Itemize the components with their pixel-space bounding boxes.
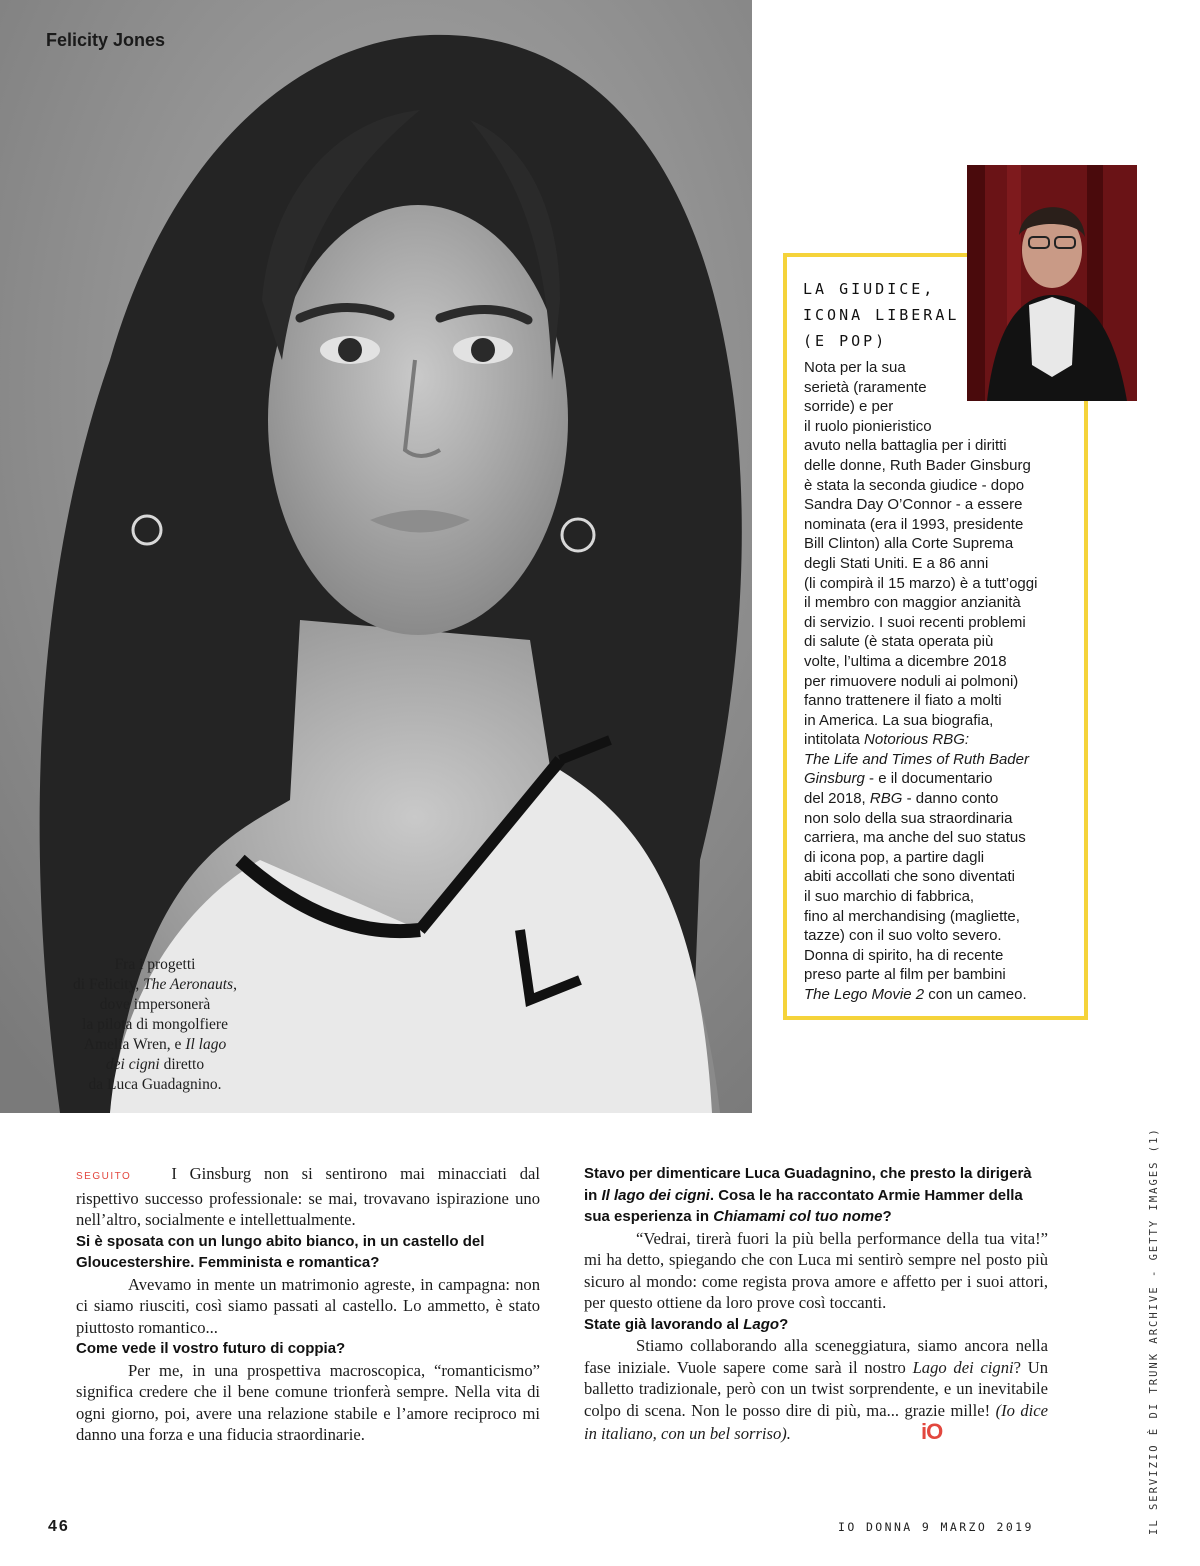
caption-line: Amelia Wren, e <box>83 1036 186 1053</box>
answer-text: ? Un balletto tradizionale, però con un twist sorprendente, e un inevitabile colpo di scena. Non le posso dire di più, ma... grazie mille! <box>584 1357 1048 1420</box>
sidebar-line: fanno trattenere il fiato a molti <box>804 692 1002 710</box>
page-number: 46 <box>48 1518 70 1535</box>
interview-question <box>584 1314 1048 1336</box>
magazine-footer: IO DONNA 9 MARZO 2019 <box>838 1520 1034 1534</box>
caption-film-title: dei cigni <box>105 1056 160 1073</box>
interview-answer <box>584 1335 1048 1445</box>
caption-line: diretto <box>159 1056 205 1073</box>
sidebar-line: Bill Clinton) alla Corte Suprema <box>804 535 1014 553</box>
interview-question <box>584 1163 1048 1228</box>
sidebar-line: sorride) e per <box>804 398 894 416</box>
continued-label: SEGUITO <box>76 1171 132 1182</box>
article-text: I Ginsburg non si sentirono mai minacciati dal rispettivo successo professionale: se mai, trovavano ispirazione uno nell’altro, socialmente e intellettualmente. <box>76 1164 540 1229</box>
sidebar-line: tazze) con il suo volto severo. <box>804 927 1002 945</box>
sidebar-text: - e il documentario <box>864 770 993 788</box>
caption-line: , <box>233 976 237 993</box>
sidebar-line: nominata (era il 1993, presidente <box>804 515 1024 533</box>
interview-question: Si è sposata con un lungo abito bianco, in un castello del Gloucestershire. Femminista e romantica? <box>76 1232 485 1271</box>
interview-answer: “Vedrai, tirerà fuori la più bella performance della tua vita!” mi ha detto, spiegando che con Luca mi sentirò sempre nel posto più sicuro al mondo: come regista prova amore e affetto per i suoi attori, per questo ottiene da loro prove così toccanti. <box>584 1228 1048 1312</box>
sidebar-title-line: ICONA LIBERAL <box>803 306 960 324</box>
interview-answer: Avevamo in mente un matrimonio agreste, in campagna: non ci siamo riusciti, così siamo passati al castello. Lo ammetto, è stato piuttosto romantico... <box>76 1274 540 1337</box>
sidebar-line: di servizio. I suoi recenti problemi <box>804 613 1026 631</box>
sidebar-line <box>804 985 1076 1005</box>
end-logo: iO <box>920 1419 943 1444</box>
question-text: State già lavorando al <box>584 1315 744 1333</box>
sidebar-line: fino al merchandising (magliette, <box>804 907 1020 925</box>
article-column-right <box>584 1163 1048 1445</box>
sidebar-title <box>803 276 963 354</box>
sidebar-line: il suo marchio di fabbrica, <box>804 888 975 906</box>
sidebar-line: abiti accollati che sono diventati <box>804 868 1015 886</box>
sidebar-line <box>804 730 1076 750</box>
book-title: Ginsburg <box>804 770 865 788</box>
question-text: Stavo per dimenticare Luca Guadagnino, che presto la dirigerà in <box>584 1165 1032 1204</box>
caption-film-title: The Aeronauts <box>143 976 234 993</box>
sidebar-line: serietà (raramente <box>804 378 927 396</box>
film-title: Il lago dei cigni <box>601 1186 710 1204</box>
sidebar-line <box>804 789 1076 809</box>
caption-line: di Felicity, <box>73 976 144 993</box>
caption-line: Fra i progetti <box>114 956 196 973</box>
sidebar-text: - danno conto <box>902 790 999 808</box>
sidebar-line: di icona pop, a partire dagli <box>804 848 985 866</box>
sidebar-text: del 2018, <box>804 790 870 808</box>
question-text: ? <box>779 1315 789 1333</box>
article-paragraph <box>76 1163 540 1231</box>
sidebar-line <box>804 769 1076 789</box>
sidebar-line: avuto nella battaglia per i diritti <box>804 437 1007 455</box>
caption-line: da Luca Guadagnino. <box>88 1076 222 1093</box>
sidebar-line: di salute (è stata operata più <box>804 633 994 651</box>
sidebar-body <box>804 358 1076 1005</box>
sidebar-line: Donna di spirito, ha di recente <box>804 946 1004 964</box>
article-column-left <box>76 1163 540 1446</box>
sidebar-line: è stata la seconda giudice - dopo <box>804 476 1025 494</box>
portrait-illustration <box>0 0 752 1113</box>
sidebar-line: il ruolo pionieristico <box>804 417 932 435</box>
hero-photo <box>0 0 752 1113</box>
sidebar-title-line: LA GIUDICE, <box>803 280 936 298</box>
section-label: Felicity Jones <box>46 30 166 50</box>
sidebar-line: per rimuovere noduli ai polmoni) <box>804 672 1019 690</box>
sidebar-line: volte, l’ultima a dicembre 2018 <box>804 652 1007 670</box>
question-text: ? <box>882 1208 892 1225</box>
answer-text: Stiamo collaborando alla sceneggiatura, siamo ancora nella fase iniziale. Vuole sapere come sarà il nostro <box>584 1336 1048 1377</box>
answer-aside: (Io dice in italiano, con un bel sorriso). <box>584 1400 1049 1443</box>
interview-answer: Per me, in una prospettiva macroscopica, “romanticismo” significa credere che il bene comune trionferà sempre. Nella vita di ogni giorno, poi, avere una relazione stabile e l’amore reciproco mi danno una forza e una fiducia straordinarie. <box>76 1360 540 1444</box>
sidebar-line: Sandra Day O’Connor - a essere <box>804 496 1023 514</box>
book-title: The Life and Times of Ruth Bader <box>804 750 1029 768</box>
sidebar-line: Nota per la sua <box>804 359 906 376</box>
film-title: The Lego Movie 2 <box>804 986 925 1003</box>
sidebar-line: il membro con maggior anzianità <box>804 594 1021 612</box>
book-title: Notorious RBG: <box>864 731 970 749</box>
photo-credit: IL SERVIZIO È DI TRUNK ARCHIVE - GETTY IMAGES (1) <box>1148 1127 1160 1535</box>
film-title: Lago dei cigni <box>912 1357 1014 1377</box>
sidebar-line: delle donne, Ruth Bader Ginsburg <box>804 456 1031 474</box>
film-title: Chiamami col tuo nome <box>713 1208 883 1225</box>
interview-question: Come vede il vostro futuro di coppia? <box>76 1340 346 1357</box>
sidebar-text: intitolata <box>804 731 865 749</box>
caption-film-title: Il lago <box>185 1036 227 1053</box>
sidebar-line: in America. La sua biografia, <box>804 711 994 729</box>
sidebar-title-line: (E POP) <box>803 332 888 350</box>
sidebar-line: preso parte al film per bambini <box>804 966 1006 984</box>
caption-line: dove impersonerà <box>99 996 211 1013</box>
caption-line: la pilota di mongolfiere <box>82 1016 228 1033</box>
question-text: . Cosa le ha raccontato Armie Hammer della sua esperienza in <box>584 1186 1023 1225</box>
sidebar-line: degli Stati Uniti. E a 86 anni <box>804 554 989 572</box>
documentary-title: RBG <box>869 790 903 808</box>
sidebar-line <box>804 750 1076 770</box>
photo-caption <box>36 955 274 1095</box>
sidebar-text: con un cameo. <box>924 986 1027 1003</box>
sidebar-line: non solo della sua straordinaria <box>804 809 1013 827</box>
film-title: Lago <box>743 1315 780 1333</box>
sidebar-line: (li compirà il 15 marzo) è a tutt’oggi <box>804 574 1038 592</box>
sidebar-line: carriera, ma anche del suo status <box>804 829 1026 847</box>
